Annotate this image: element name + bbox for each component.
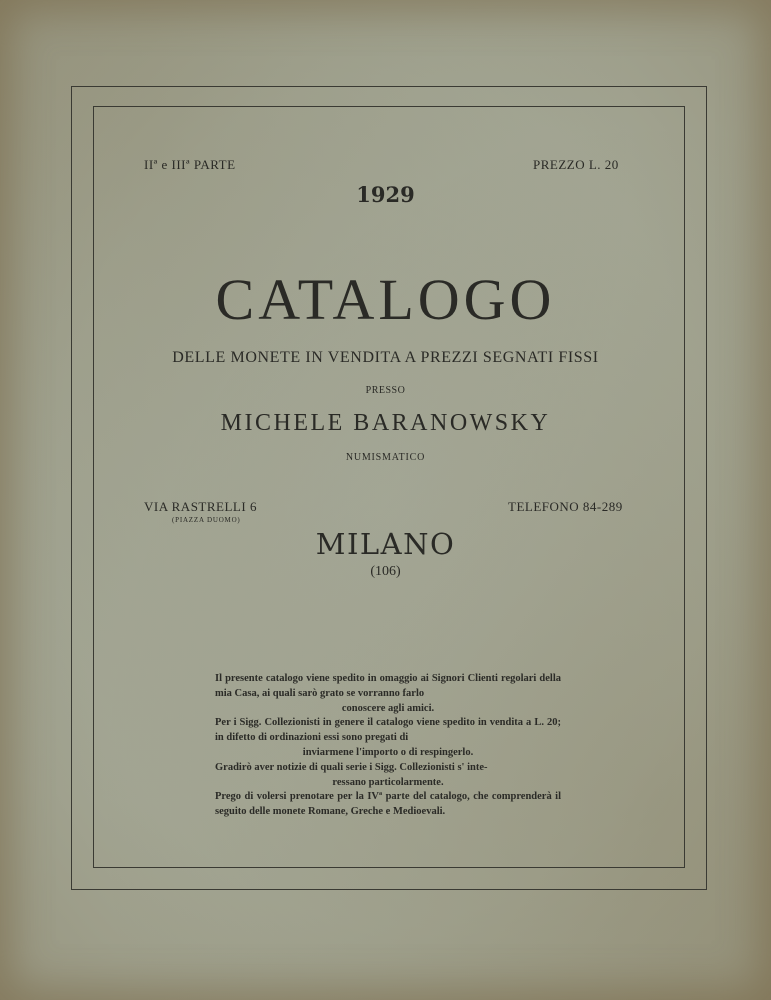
presso-label: PRESSO [365,385,406,396]
catalog-subtitle: DELLE MONETE IN VENDITA A PREZZI SEGNATI FISSI [172,349,599,366]
notice-paragraph-1-end: conoscere agli amici. [341,702,435,714]
notice-paragraph-2-end: inviarmene l'importo o di respingerlo. [302,746,474,758]
part-label: IIª e IIIª PARTE [144,157,236,172]
city: MILANO [315,527,456,561]
catalog-title: CATALOGO [215,267,556,332]
telephone: TELEFONO 84-289 [508,499,623,514]
notice-paragraph-1: Il presente catalogo viene spedito in omaggio ai Signori Clienti regolari della mia Casa, ai quali sarò grato se vorranno farlo [215,673,561,699]
notice-paragraph-3-end: ressano particolarmente. [332,776,444,788]
price-label: PREZZO L. 20 [533,157,619,172]
address-note: (PIAZZA DUOMO) [172,516,241,524]
notice-paragraph-3: Gradirò aver notizie di quali serie i Sigg. Collezionisti s' inte- [215,761,488,773]
notice-text [215,672,561,820]
address: VIA RASTRELLI 6 [144,499,257,514]
notice-paragraph-2: Per i Sigg. Collezionisti in genere il catalogo viene spedito in vendita a L. 20; in difetto di ordinazioni essi sono pregati di [215,717,561,744]
notice-paragraph-4: Prego di volersi prenotare per la IVª parte del catalogo, che comprenderà il seguito delle monete Romane, Greche e Medioevali. [215,791,561,818]
catalog-number: (106) [370,564,401,579]
dealer-name: MICHELE BARANOWSKY [220,410,551,436]
year: 1929 [356,182,415,207]
dealer-profession: NUMISMATICO [345,452,426,463]
